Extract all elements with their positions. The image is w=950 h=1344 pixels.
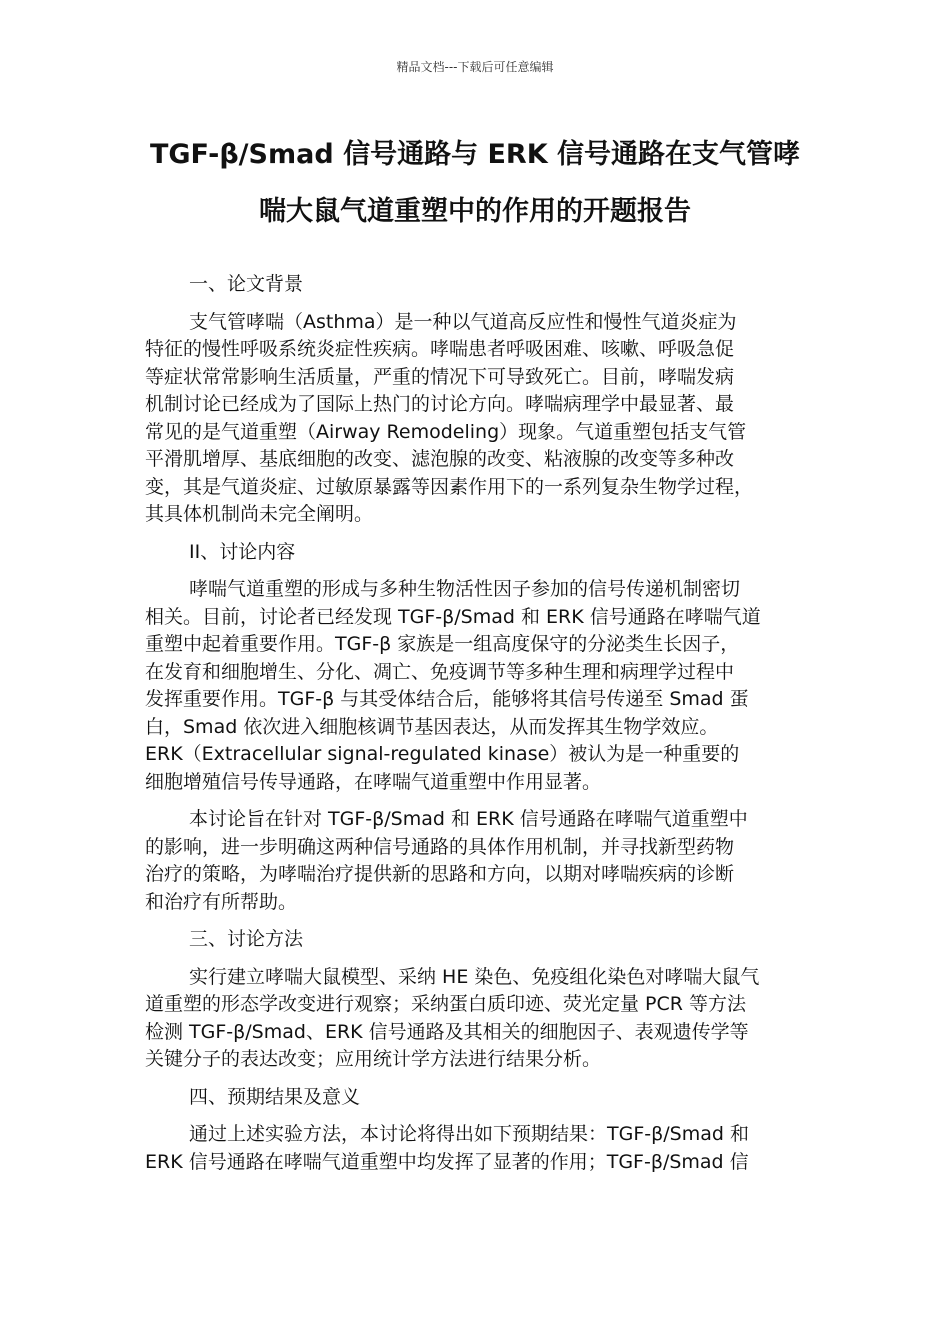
paragraph-content-2 <box>145 806 809 916</box>
document-title-line-1: TGF-β/Smad 信号通路与 ERK 信号通路在支气管哮 <box>149 139 801 170</box>
text-line: 等症状常常影响生活质量，严重的情况下可导致死亡。目前，哮喘发病 <box>145 365 735 388</box>
text-line: 在发育和细胞增生、分化、凋亡、免疫调节等多种生理和病理学过程中 <box>145 660 735 683</box>
text-line: 和治疗有所帮助。 <box>145 890 298 913</box>
text-line: 特征的慢性呼吸系统炎症性疾病。哮喘患者呼吸困难、咳嗽、呼吸急促 <box>145 338 735 360</box>
paragraph-methods <box>145 964 809 1074</box>
text-line: 白，Smad 依次进入细胞核调节基因表达，从而发挥其生物学效应。 <box>145 715 719 738</box>
paragraph-results <box>145 1121 809 1176</box>
text-line: 发挥重要作用。TGF-β 与其受体结合后，能够将其信号传递至 Smad 蛋 <box>145 688 749 710</box>
text-line: 相关。目前，讨论者已经发现 TGF-β/Smad 和 ERK 信号通路在哮喘气道 <box>145 605 761 628</box>
text-line: 的影响，进一步明确这两种信号通路的具体作用机制，并寻找新型药物 <box>145 835 735 858</box>
text-line: 哮喘气道重塑的形成与多种生物活性因子参加的信号传递机制密切 <box>189 578 741 600</box>
text-line: ERK（Extracellular signal-regulated kinase）被认为是一种重要的 <box>145 743 740 765</box>
text-line: 平滑肌增厚、基底细胞的改变、滤泡腺的改变、粘液腺的改变等多种改 <box>145 448 735 470</box>
text-line: 道重塑的形态学改变进行观察；采纳蛋白质印迹、荧光定量 PCR 等方法 <box>145 993 747 1015</box>
paragraph-background <box>145 309 809 529</box>
section-heading-content: II、讨论内容 <box>189 540 296 563</box>
text-line: 机制讨论已经成为了国际上热门的讨论方向。哮喘病理学中最显著、最 <box>145 393 735 415</box>
text-line: 治疗的策略，为哮喘治疗提供新的思路和方向，以期对哮喘疾病的诊断 <box>145 863 735 885</box>
text-line: ERK 信号通路在哮喘气道重塑中均发挥了显著的作用；TGF-β/Smad 信 <box>145 1150 749 1173</box>
document-body <box>145 271 809 1186</box>
text-line: 检测 TGF-β/Smad、ERK 信号通路及其相关的细胞因子、表观遗传学等 <box>145 1020 749 1043</box>
text-line: 变，其是气道炎症、过敏原暴露等因素作用下的一系列复杂生物学过程， <box>145 475 754 498</box>
text-line: 重塑中起着重要作用。TGF-β 家族是一组高度保守的分泌类生长因子， <box>145 633 740 655</box>
text-line: 通过上述实验方法，本讨论将得出如下预期结果：TGF-β/Smad 和 <box>189 1123 749 1145</box>
text-line: 支气管哮喘（Asthma）是一种以气道高反应性和慢性气道炎症为 <box>189 310 737 333</box>
text-line: 其具体机制尚未完全阐明。 <box>145 503 374 525</box>
text-line: 常见的是气道重塑（Airway Remodeling）现象。气道重塑包括支气管 <box>145 420 747 443</box>
text-line: 细胞增殖信号传导通路，在哮喘气道重塑中作用显著。 <box>145 770 602 793</box>
section-heading-results: 四、预期结果及意义 <box>189 1085 361 1108</box>
text-line: 实行建立哮喘大鼠模型、采纳 HE 染色、免疫组化染色对哮喘大鼠气 <box>189 965 760 988</box>
text-line: 关键分子的表达改变；应用统计学方法进行结果分析。 <box>145 1048 602 1070</box>
text-line: 本讨论旨在针对 TGF-β/Smad 和 ERK 信号通路在哮喘气道重塑中 <box>189 808 748 830</box>
section-heading-methods: 三、讨论方法 <box>189 928 304 950</box>
section-heading-background: 一、论文背景 <box>189 273 304 295</box>
paragraph-content-1 <box>145 576 809 796</box>
document-title-line-2: 喘大鼠气道重塑中的作用的开题报告 <box>259 196 691 227</box>
header-note: 精品文档---下载后可任意编辑 <box>396 60 554 74</box>
